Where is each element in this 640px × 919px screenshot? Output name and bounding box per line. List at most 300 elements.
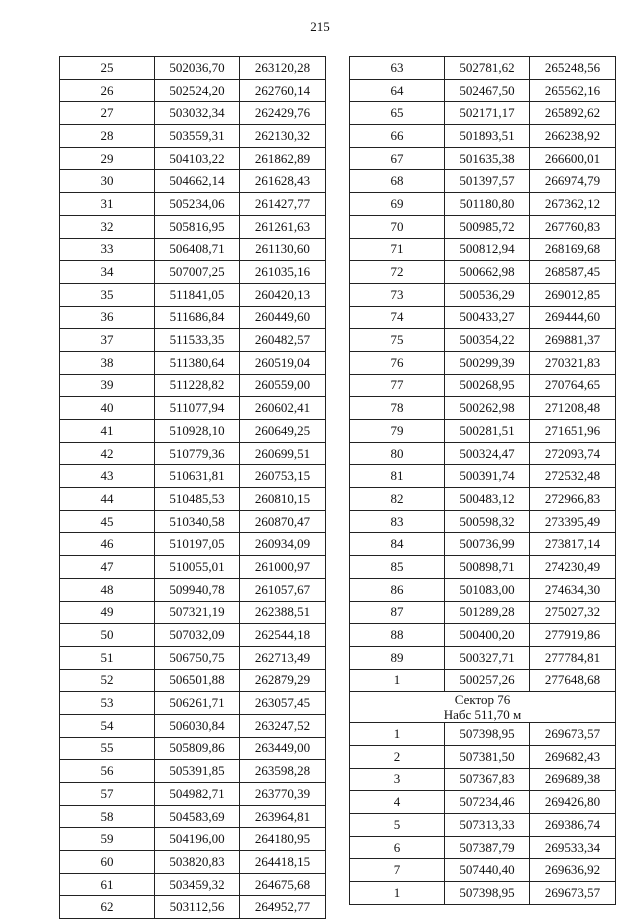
table-row (350, 768, 616, 791)
x-coordinate-cell: 502781,62 (445, 57, 530, 80)
y-coordinate-cell: 261862,89 (240, 147, 326, 170)
y-coordinate-cell: 269689,38 (530, 768, 616, 791)
x-coordinate-cell: 507387,79 (445, 836, 530, 859)
x-coordinate-cell: 500736,99 (445, 533, 530, 556)
table-row (60, 283, 326, 306)
table-row (350, 215, 616, 238)
point-number-cell: 57 (60, 783, 155, 806)
point-number-cell: 70 (350, 215, 445, 238)
point-number-cell: 53 (60, 692, 155, 715)
point-number-cell: 51 (60, 646, 155, 669)
y-coordinate-cell: 264418,15 (240, 851, 326, 874)
x-coordinate-cell: 501635,38 (445, 147, 530, 170)
y-coordinate-cell: 261261,63 (240, 215, 326, 238)
x-coordinate-cell: 507234,46 (445, 791, 530, 814)
y-coordinate-cell: 265248,56 (530, 57, 616, 80)
x-coordinate-cell: 500324,47 (445, 442, 530, 465)
point-number-cell: 30 (60, 170, 155, 193)
table-row (60, 125, 326, 148)
x-coordinate-cell: 505816,95 (155, 215, 240, 238)
x-coordinate-cell: 500268,95 (445, 374, 530, 397)
table-row (350, 510, 616, 533)
table-row (350, 669, 616, 692)
table-row (60, 828, 326, 851)
point-number-cell: 46 (60, 533, 155, 556)
x-coordinate-cell: 507367,83 (445, 768, 530, 791)
y-coordinate-cell: 260482,57 (240, 329, 326, 352)
x-coordinate-cell: 506501,88 (155, 669, 240, 692)
point-number-cell: 55 (60, 737, 155, 760)
y-coordinate-cell: 277784,81 (530, 646, 616, 669)
x-coordinate-cell: 510779,36 (155, 442, 240, 465)
y-coordinate-cell: 270321,83 (530, 351, 616, 374)
point-number-cell: 78 (350, 397, 445, 420)
sector-header-row (350, 692, 616, 723)
y-coordinate-cell: 260649,25 (240, 420, 326, 443)
y-coordinate-cell: 274634,30 (530, 578, 616, 601)
table-row (60, 896, 326, 919)
y-coordinate-cell: 261130,60 (240, 238, 326, 261)
x-coordinate-cell: 506030,84 (155, 714, 240, 737)
point-number-cell: 27 (60, 102, 155, 125)
x-coordinate-cell: 504103,22 (155, 147, 240, 170)
point-number-cell: 85 (350, 556, 445, 579)
y-coordinate-cell: 260753,15 (240, 465, 326, 488)
point-number-cell: 3 (350, 768, 445, 791)
point-number-cell: 26 (60, 79, 155, 102)
table-row (60, 805, 326, 828)
y-coordinate-cell: 264675,68 (240, 873, 326, 896)
point-number-cell: 74 (350, 306, 445, 329)
point-number-cell: 77 (350, 374, 445, 397)
x-coordinate-cell: 501180,80 (445, 193, 530, 216)
y-coordinate-cell: 274230,49 (530, 556, 616, 579)
y-coordinate-cell: 260420,13 (240, 283, 326, 306)
table-row (60, 783, 326, 806)
y-coordinate-cell: 264952,77 (240, 896, 326, 919)
x-coordinate-cell: 507398,95 (445, 723, 530, 746)
x-coordinate-cell: 500433,27 (445, 306, 530, 329)
x-coordinate-cell: 502171,17 (445, 102, 530, 125)
x-coordinate-cell: 501083,00 (445, 578, 530, 601)
point-number-cell: 50 (60, 624, 155, 647)
point-number-cell: 83 (350, 510, 445, 533)
table-row (350, 533, 616, 556)
y-coordinate-cell: 265892,62 (530, 102, 616, 125)
y-coordinate-cell: 261427,77 (240, 193, 326, 216)
point-number-cell: 1 (350, 882, 445, 905)
x-coordinate-cell: 506750,75 (155, 646, 240, 669)
x-coordinate-cell: 501893,51 (445, 125, 530, 148)
table-row (60, 714, 326, 737)
table-row (60, 488, 326, 511)
x-coordinate-cell: 506261,71 (155, 692, 240, 715)
y-coordinate-cell: 262429,76 (240, 102, 326, 125)
table-row (350, 238, 616, 261)
point-number-cell: 71 (350, 238, 445, 261)
point-number-cell: 82 (350, 488, 445, 511)
y-coordinate-cell: 262713,49 (240, 646, 326, 669)
x-coordinate-cell: 505234,06 (155, 193, 240, 216)
table-row (60, 510, 326, 533)
point-number-cell: 49 (60, 601, 155, 624)
y-coordinate-cell: 269533,34 (530, 836, 616, 859)
point-number-cell: 5 (350, 814, 445, 837)
point-number-cell: 66 (350, 125, 445, 148)
point-number-cell: 81 (350, 465, 445, 488)
x-coordinate-cell: 500257,26 (445, 669, 530, 692)
x-coordinate-cell: 504583,69 (155, 805, 240, 828)
table-row (60, 374, 326, 397)
table-row (350, 578, 616, 601)
table-row (350, 465, 616, 488)
y-coordinate-cell: 268169,68 (530, 238, 616, 261)
x-coordinate-cell: 511533,35 (155, 329, 240, 352)
table-row (60, 306, 326, 329)
x-coordinate-cell: 510055,01 (155, 556, 240, 579)
x-coordinate-cell: 501289,28 (445, 601, 530, 624)
table-row (350, 601, 616, 624)
y-coordinate-cell: 262130,32 (240, 125, 326, 148)
y-coordinate-cell: 261628,43 (240, 170, 326, 193)
point-number-cell: 80 (350, 442, 445, 465)
y-coordinate-cell: 269012,85 (530, 283, 616, 306)
x-coordinate-cell: 500662,98 (445, 261, 530, 284)
point-number-cell: 44 (60, 488, 155, 511)
table-row (350, 170, 616, 193)
y-coordinate-cell: 269386,74 (530, 814, 616, 837)
table-row (350, 125, 616, 148)
point-number-cell: 36 (60, 306, 155, 329)
table-row (350, 836, 616, 859)
point-number-cell: 61 (60, 873, 155, 896)
table-row (350, 745, 616, 768)
point-number-cell: 63 (350, 57, 445, 80)
point-number-cell: 41 (60, 420, 155, 443)
table-row (350, 791, 616, 814)
y-coordinate-cell: 275027,32 (530, 601, 616, 624)
table-row (60, 442, 326, 465)
table-row (350, 351, 616, 374)
y-coordinate-cell: 267362,12 (530, 193, 616, 216)
y-coordinate-cell: 262760,14 (240, 79, 326, 102)
point-number-cell: 88 (350, 624, 445, 647)
point-number-cell: 87 (350, 601, 445, 624)
x-coordinate-cell: 500327,71 (445, 646, 530, 669)
table-row (350, 147, 616, 170)
y-coordinate-cell: 266238,92 (530, 125, 616, 148)
point-number-cell: 7 (350, 859, 445, 882)
point-number-cell: 6 (350, 836, 445, 859)
x-coordinate-cell: 511380,64 (155, 351, 240, 374)
y-coordinate-cell: 269682,43 (530, 745, 616, 768)
table-row (60, 147, 326, 170)
table-row (350, 488, 616, 511)
point-number-cell: 45 (60, 510, 155, 533)
table-row (350, 442, 616, 465)
x-coordinate-cell: 507007,25 (155, 261, 240, 284)
y-coordinate-cell: 267760,83 (530, 215, 616, 238)
x-coordinate-cell: 510485,53 (155, 488, 240, 511)
point-number-cell: 38 (60, 351, 155, 374)
x-coordinate-cell: 507440,40 (445, 859, 530, 882)
point-number-cell: 68 (350, 170, 445, 193)
x-coordinate-cell: 511077,94 (155, 397, 240, 420)
y-coordinate-cell: 269881,37 (530, 329, 616, 352)
y-coordinate-cell: 260934,09 (240, 533, 326, 556)
x-coordinate-cell: 507313,33 (445, 814, 530, 837)
table-row (350, 859, 616, 882)
y-coordinate-cell: 263449,00 (240, 737, 326, 760)
table-row (60, 646, 326, 669)
y-coordinate-cell: 260519,04 (240, 351, 326, 374)
point-number-cell: 59 (60, 828, 155, 851)
y-coordinate-cell: 271651,96 (530, 420, 616, 443)
x-coordinate-cell: 500812,94 (445, 238, 530, 261)
x-coordinate-cell: 500598,32 (445, 510, 530, 533)
table-row (60, 692, 326, 715)
x-coordinate-cell: 500985,72 (445, 215, 530, 238)
y-coordinate-cell: 269636,92 (530, 859, 616, 882)
table-row (350, 397, 616, 420)
point-number-cell: 65 (350, 102, 445, 125)
x-coordinate-cell: 510197,05 (155, 533, 240, 556)
y-coordinate-cell: 268587,45 (530, 261, 616, 284)
table-row (60, 420, 326, 443)
y-coordinate-cell: 262388,51 (240, 601, 326, 624)
point-number-cell: 25 (60, 57, 155, 80)
table-row (60, 170, 326, 193)
y-coordinate-cell: 270764,65 (530, 374, 616, 397)
y-coordinate-cell: 273395,49 (530, 510, 616, 533)
y-coordinate-cell: 262879,29 (240, 669, 326, 692)
x-coordinate-cell: 503559,31 (155, 125, 240, 148)
y-coordinate-cell: 266974,79 (530, 170, 616, 193)
point-number-cell: 79 (350, 420, 445, 443)
x-coordinate-cell: 503459,32 (155, 873, 240, 896)
x-coordinate-cell: 504196,00 (155, 828, 240, 851)
table-row (60, 329, 326, 352)
table-row (350, 814, 616, 837)
table-row (60, 351, 326, 374)
x-coordinate-cell: 511228,82 (155, 374, 240, 397)
table-row (60, 238, 326, 261)
point-number-cell: 42 (60, 442, 155, 465)
point-number-cell: 2 (350, 745, 445, 768)
x-coordinate-cell: 500391,74 (445, 465, 530, 488)
y-coordinate-cell: 260870,47 (240, 510, 326, 533)
point-number-cell: 73 (350, 283, 445, 306)
x-coordinate-cell: 510928,10 (155, 420, 240, 443)
x-coordinate-cell: 503032,34 (155, 102, 240, 125)
point-number-cell: 31 (60, 193, 155, 216)
y-coordinate-cell: 260602,41 (240, 397, 326, 420)
x-coordinate-cell: 503820,83 (155, 851, 240, 874)
sector-title: Сектор 76 (454, 692, 511, 708)
y-coordinate-cell: 262544,18 (240, 624, 326, 647)
y-coordinate-cell: 263057,45 (240, 692, 326, 715)
table-row (60, 556, 326, 579)
table-row (350, 283, 616, 306)
y-coordinate-cell: 269673,57 (530, 723, 616, 746)
table-row (60, 669, 326, 692)
y-coordinate-cell: 260810,15 (240, 488, 326, 511)
x-coordinate-cell: 500483,12 (445, 488, 530, 511)
point-number-cell: 89 (350, 646, 445, 669)
x-coordinate-cell: 503112,56 (155, 896, 240, 919)
x-coordinate-cell: 500354,22 (445, 329, 530, 352)
table-row (60, 601, 326, 624)
point-number-cell: 67 (350, 147, 445, 170)
y-coordinate-cell: 272966,83 (530, 488, 616, 511)
y-coordinate-cell: 260699,51 (240, 442, 326, 465)
y-coordinate-cell: 260449,60 (240, 306, 326, 329)
table-row (60, 624, 326, 647)
table-row (350, 57, 616, 80)
x-coordinate-cell: 505809,86 (155, 737, 240, 760)
table-row (60, 533, 326, 556)
x-coordinate-cell: 500281,51 (445, 420, 530, 443)
x-coordinate-cell: 510631,81 (155, 465, 240, 488)
x-coordinate-cell: 500262,98 (445, 397, 530, 420)
y-coordinate-cell: 263770,39 (240, 783, 326, 806)
x-coordinate-cell: 504662,14 (155, 170, 240, 193)
point-number-cell: 37 (60, 329, 155, 352)
x-coordinate-cell: 500400,20 (445, 624, 530, 647)
y-coordinate-cell: 263120,28 (240, 57, 326, 80)
table-row (60, 465, 326, 488)
y-coordinate-cell: 269673,57 (530, 882, 616, 905)
table-row (350, 261, 616, 284)
x-coordinate-cell: 506408,71 (155, 238, 240, 261)
point-number-cell: 48 (60, 578, 155, 601)
coordinates-table-left (59, 56, 326, 919)
y-coordinate-cell: 263598,28 (240, 760, 326, 783)
point-number-cell: 1 (350, 669, 445, 692)
x-coordinate-cell: 500898,71 (445, 556, 530, 579)
point-number-cell: 32 (60, 215, 155, 238)
y-coordinate-cell: 263964,81 (240, 805, 326, 828)
y-coordinate-cell: 265562,16 (530, 79, 616, 102)
sector-header (350, 692, 616, 723)
y-coordinate-cell: 260559,00 (240, 374, 326, 397)
y-coordinate-cell: 269444,60 (530, 306, 616, 329)
table-row (60, 397, 326, 420)
point-number-cell: 56 (60, 760, 155, 783)
y-coordinate-cell: 261057,67 (240, 578, 326, 601)
point-number-cell: 47 (60, 556, 155, 579)
y-coordinate-cell: 273817,14 (530, 533, 616, 556)
point-number-cell: 54 (60, 714, 155, 737)
table-row (60, 193, 326, 216)
x-coordinate-cell: 500299,39 (445, 351, 530, 374)
sector-height-label: Набс 511,70 м (443, 707, 522, 723)
table-row (350, 374, 616, 397)
point-number-cell: 35 (60, 283, 155, 306)
y-coordinate-cell: 264180,95 (240, 828, 326, 851)
table-row (350, 556, 616, 579)
x-coordinate-cell: 504982,71 (155, 783, 240, 806)
table-row (60, 851, 326, 874)
point-number-cell: 34 (60, 261, 155, 284)
coordinates-table-right (349, 56, 616, 905)
y-coordinate-cell: 277919,86 (530, 624, 616, 647)
table-row (60, 873, 326, 896)
point-number-cell: 60 (60, 851, 155, 874)
table-row (350, 420, 616, 443)
table-row (60, 79, 326, 102)
point-number-cell: 1 (350, 723, 445, 746)
table-row (350, 882, 616, 905)
point-number-cell: 28 (60, 125, 155, 148)
table-row (60, 102, 326, 125)
x-coordinate-cell: 507381,50 (445, 745, 530, 768)
x-coordinate-cell: 501397,57 (445, 170, 530, 193)
x-coordinate-cell: 507398,95 (445, 882, 530, 905)
point-number-cell: 52 (60, 669, 155, 692)
y-coordinate-cell: 272532,48 (530, 465, 616, 488)
x-coordinate-cell: 511686,84 (155, 306, 240, 329)
point-number-cell: 43 (60, 465, 155, 488)
x-coordinate-cell: 507321,19 (155, 601, 240, 624)
y-coordinate-cell: 271208,48 (530, 397, 616, 420)
table-row (350, 329, 616, 352)
x-coordinate-cell: 509940,78 (155, 578, 240, 601)
x-coordinate-cell: 502524,20 (155, 79, 240, 102)
y-coordinate-cell: 272093,74 (530, 442, 616, 465)
point-number-cell: 84 (350, 533, 445, 556)
table-row (350, 723, 616, 746)
point-number-cell: 40 (60, 397, 155, 420)
y-coordinate-cell: 263247,52 (240, 714, 326, 737)
point-number-cell: 4 (350, 791, 445, 814)
point-number-cell: 33 (60, 238, 155, 261)
point-number-cell: 62 (60, 896, 155, 919)
point-number-cell: 29 (60, 147, 155, 170)
table-row (350, 624, 616, 647)
point-number-cell: 39 (60, 374, 155, 397)
table-row (60, 57, 326, 80)
page-number: 215 (310, 19, 330, 34)
y-coordinate-cell: 269426,80 (530, 791, 616, 814)
y-coordinate-cell: 261035,16 (240, 261, 326, 284)
table-row (350, 79, 616, 102)
x-coordinate-cell: 510340,58 (155, 510, 240, 533)
point-number-cell: 69 (350, 193, 445, 216)
y-coordinate-cell: 266600,01 (530, 147, 616, 170)
y-coordinate-cell: 261000,97 (240, 556, 326, 579)
x-coordinate-cell: 500536,29 (445, 283, 530, 306)
x-coordinate-cell: 502467,50 (445, 79, 530, 102)
point-number-cell: 75 (350, 329, 445, 352)
table-row (350, 193, 616, 216)
x-coordinate-cell: 511841,05 (155, 283, 240, 306)
point-number-cell: 64 (350, 79, 445, 102)
table-row (60, 578, 326, 601)
x-coordinate-cell: 505391,85 (155, 760, 240, 783)
y-coordinate-cell: 277648,68 (530, 669, 616, 692)
point-number-cell: 76 (350, 351, 445, 374)
x-coordinate-cell: 502036,70 (155, 57, 240, 80)
table-row (350, 102, 616, 125)
table-row (60, 261, 326, 284)
table-row (60, 760, 326, 783)
point-number-cell: 58 (60, 805, 155, 828)
table-row (60, 737, 326, 760)
table-row (350, 306, 616, 329)
point-number-cell: 72 (350, 261, 445, 284)
table-row (60, 215, 326, 238)
